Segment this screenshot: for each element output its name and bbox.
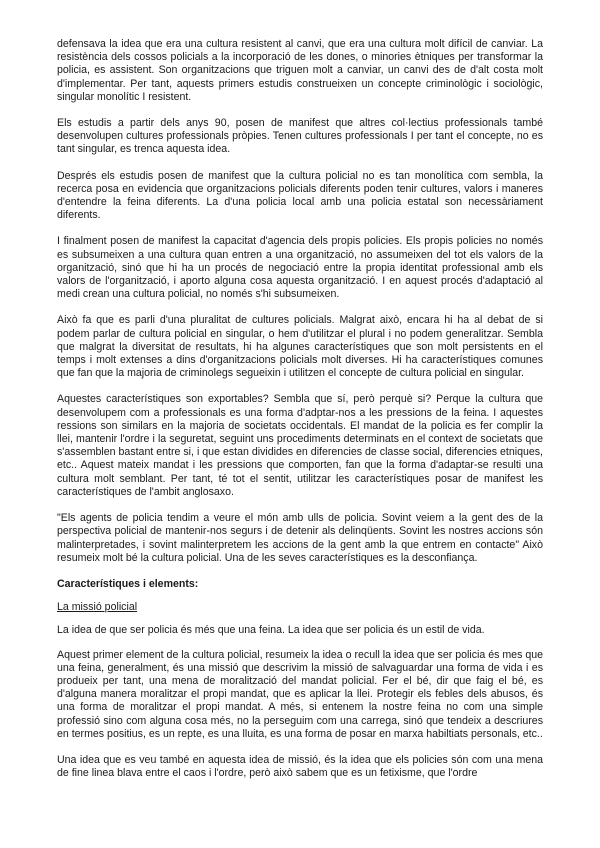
paragraph: Una idea que es veu també en aquesta idea de missió, és la idea que els policies són com una mena de fine linea blava entre el caos i l'ordre, però això sabem que es un fetixisme, que l'ordre <box>57 753 543 780</box>
paragraph: Aquest primer element de la cultura policial, resumeix la idea o recull la idea que ser policia és mes que una feina, generalment, és una missió que descrivim la missió de salvaguardar una forma de vida i es produeix per tant, una mena de moralització del mandat policial. Fer el bé, dir que faig el bé, es d'alguna manera moralitzar el propi mandat, que es aplicar la llei. Protegir els febles dels abusos, és una forma de moralitzar el propi mandat. A més, si entenem la nostre feina no com una simple professió sino com alguna cosa més, no la perseguim com una carrega, sinó que tendeix a descriures en termes positius, es un repte, es una lluita, es una forma de posar en marxa habiltiats personals, etc.. <box>57 648 543 740</box>
paragraph: Això fa que es parli d'una pluralitat de cultures policials. Malgrat això, encara hi ha al debat de si podem parlar de cultura policial en singular, o hem d'utilitzar el plural i no podem generalitzar. Sembla que malgrat la diversitat de resultats, hi ha algunes característiques que son molt persistents en el temps i molt extenses a dins d'organitzacions policials molt diverses. Hi ha característiques comunes que fan que la majoria de criminolegs segueixin i utilitzen el concepte de cultura policial en singular. <box>57 314 543 380</box>
subsection-heading <box>57 601 543 614</box>
paragraph: La idea de que ser policia és més que una feina. La idea que ser policia és un estil de vida. <box>57 624 485 637</box>
paragraph: Els estudis a partir dels anys 90, posen de manifest que altres col·lectius professionals també desenvolupen cultures professionals pròpies. Tenen cultures professionals I per tant el concepte, no es tant singular, es trenca aquesta idea. <box>57 117 543 156</box>
paragraph: defensava la idea que era una cultura resistent al canvi, que era una cultura molt difícil de canviar. La resistència dels cossos policials a la incorporació de les dones, o minories ètniques per transformar la policia, es assistent. Son organitzacions que triguen molt a canviar, un canvi des de d'alt costa molt d'implementar. Per tant, aquests primers estudis construeixen un concepte criminològic i sociològic, singular monolític I resistent. <box>57 38 543 103</box>
document-page <box>57 38 543 793</box>
subsection-heading-tail: l <box>134 601 138 614</box>
section-heading: Característiques i elements: <box>57 577 199 590</box>
paragraph: Després els estudis posen de manifest que la cultura policial no es tan monolítica com sembla, la recerca posa en evidencia que organitzacions policials diferents poden tenir cultures, valors i maneres d'entendre la feina diferents. La d'una policia local amb una policia estatal son necessàriament diferents. <box>57 169 543 222</box>
subsection-heading-text: La missió policia <box>57 601 135 614</box>
paragraph: Aquestes característiques son exportables? Sembla que sí, però perquè si? Perque la cultura que desenvolupem com a professionals es una forma d'adptar-nos a les pressions de la feina. I aquestes ressions son similars en la majoria de societats occidentals. El mandat de la policia es fer complir la llei, mantenir l'ordre i la seguretat, seguint uns procediments determinats en el context de societats que s'assemblen bastant entre si, i que estan dividides en diferencies de classe social, diferencies etniques, etc.. Aquest mateix mandat i les pressions que comporten, fan que la forma d'adaptar-se resulti una cultura molt semblant. Per tant, té tot el sentit, utilitzar les característiques posar de manifest les característiques de l'ambit anglosaxo. <box>57 393 543 498</box>
paragraph: I finalment posen de manifest la capacitat d'agencia dels propis policies. Els propis policies no només es subsumeixen a una cultura quan entren a una organització, no assumeixen del tot els valors de la organització, sinó que hi ha un procés de negociació entre la propia identitat professional amb els valors de l'organització, i aporto alguna cosa aquesta organització. I en aquest procés d'adaptació al medi crean una cultura policial, no només s'hi subsumeixen. <box>57 235 543 301</box>
quote-paragraph: "Els agents de policia tendim a veure el món amb ulls de policia. Sovint veiem a la gent des de la perspectiva policial de mantenir-nos segurs i de detenir als delinqüents. Sovint les nostres accions són malinterpretades, i sovint malinterpretem les accions de la gent amb la que entrem en contacte" Això resumeix molt bé la cultura policial. Una de les seves característiques es la desconfiança. <box>57 512 543 564</box>
